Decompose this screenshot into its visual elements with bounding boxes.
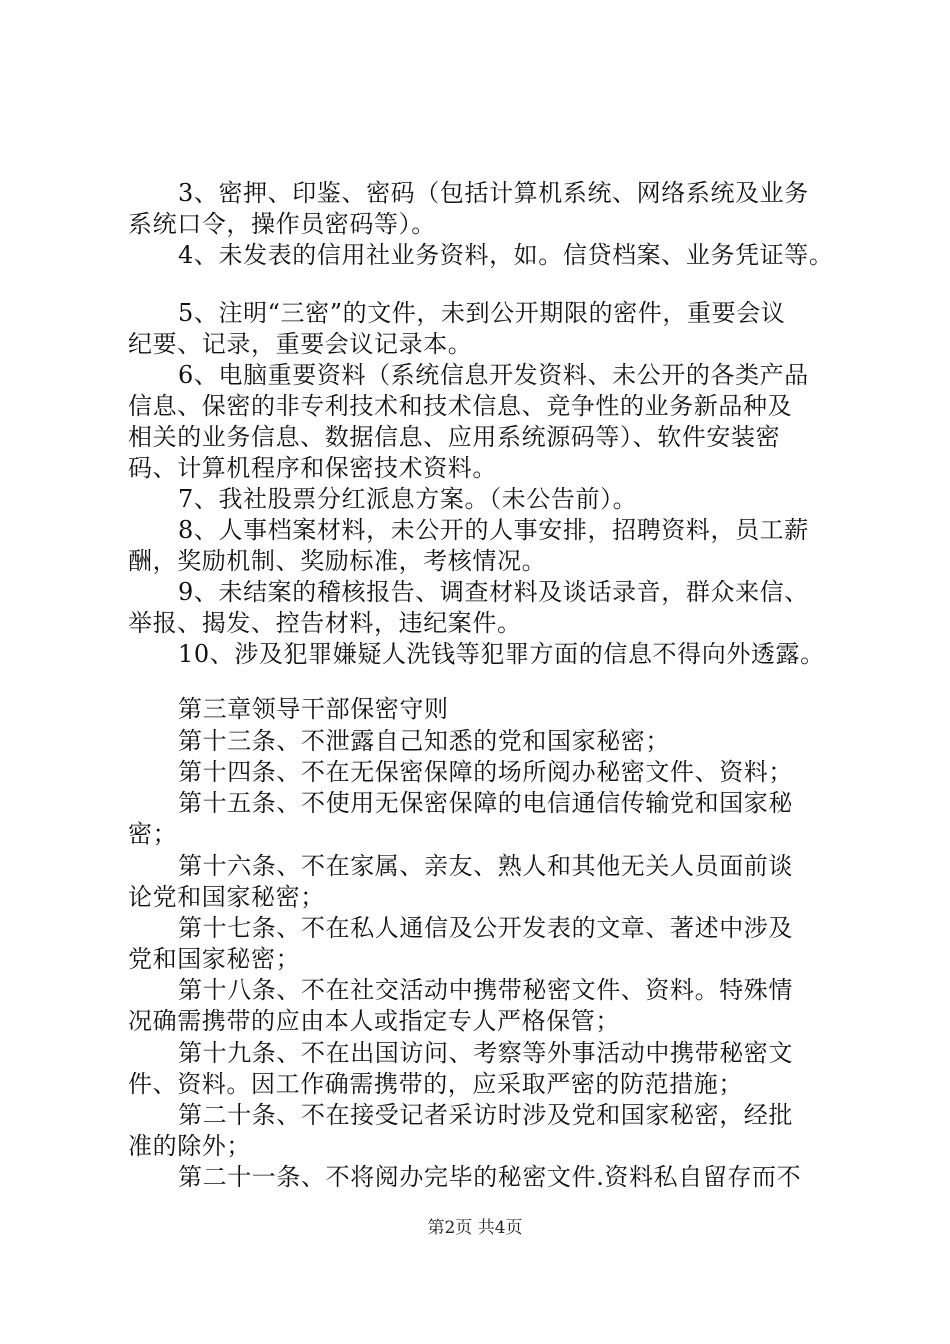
text-line: 件、资料。因工作确需携带的，应采取严密的防范措施； — [128, 1070, 743, 1098]
text-line: 第十五条、不使用无保密保障的电信通信传输党和国家秘 — [178, 789, 793, 817]
text-line: 第二十条、不在接受记者采访时涉及党和国家秘密，经批 — [178, 1101, 793, 1129]
text-line: 第二十一条、不将阅办完毕的秘密文件.资料私自留存而不 — [178, 1163, 802, 1191]
chapter-heading: 第三章领导干部保密守则 — [178, 695, 449, 723]
text-line: 9、未结案的稽核报告、调查材料及谈话录音，群众来信、 — [178, 578, 809, 606]
page-number-footer: 第2页 共4页 — [427, 1218, 523, 1238]
text-line: 举报、揭发、控告材料，违纪案件。 — [128, 609, 522, 637]
text-line: 第十三条、不泄露自己知悉的党和国家秘密； — [178, 727, 670, 755]
text-line: 信息、保密的非专利技术和技术信息、竞争性的业务新品种及 — [128, 392, 793, 420]
text-line: 论党和国家秘密； — [128, 883, 325, 911]
text-line: 酬，奖励机制、奖励标准，考核情况。 — [128, 547, 547, 575]
text-line: 码、计算机程序和保密技术资料。 — [128, 454, 497, 482]
text-line: 6、电脑重要资料（系统信息开发资料、未公开的各类产品 — [178, 361, 809, 389]
text-line: 3、密押、印鉴、密码（包括计算机系统、网络系统及业务 — [178, 179, 809, 207]
text-line: 况确需携带的应由本人或指定专人严格保管； — [128, 1007, 620, 1035]
text-line: 10、涉及犯罪嫌疑人洗钱等犯罪方面的信息不得向外透露。 — [178, 640, 825, 668]
text-line: 第十七条、不在私人通信及公开发表的文章、著述中涉及 — [178, 914, 793, 942]
text-line: 第十六条、不在家属、亲友、熟人和其他无关人员面前谈 — [178, 852, 793, 880]
text-line: 系统口令，操作员密码等）。 — [128, 210, 436, 238]
text-line: 党和国家秘密； — [128, 945, 301, 973]
text-line: 密； — [128, 820, 178, 848]
text-line: 第十八条、不在社交活动中携带秘密文件、资料。特殊情 — [178, 976, 793, 1004]
text-line: 纪要、记录，重要会议记录本。 — [128, 330, 473, 358]
text-line: 相关的业务信息、数据信息、应用系统源码等）、软件安装密 — [128, 423, 781, 451]
text-line: 第十九条、不在出国访问、考察等外事活动中携带秘密文 — [178, 1039, 793, 1067]
text-line: 7、我社股票分红派息方案。（未公告前）。 — [178, 485, 638, 513]
text-line: 5、注明“三密”的文件，未到公开期限的密件，重要会议 — [178, 299, 786, 327]
text-line: 准的除外； — [128, 1132, 251, 1160]
text-line: 第十四条、不在无保密保障的场所阅办秘密文件、资料； — [178, 758, 793, 786]
text-line: 4、未发表的信用社业务资料，如。信贷档案、业务凭证等。 — [178, 241, 834, 269]
text-line: 8、人事档案材料，未公开的人事安排，招聘资料，员工薪 — [178, 516, 809, 544]
